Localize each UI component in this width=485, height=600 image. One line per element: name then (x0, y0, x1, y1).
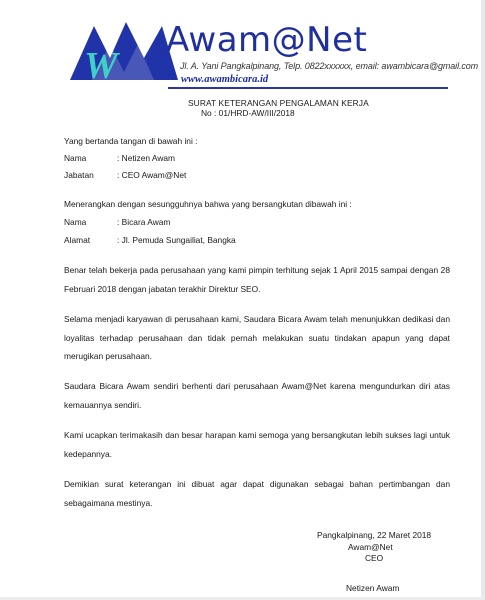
signer-name-value: : Netizen Awam (117, 153, 176, 163)
employee-address-label: Alamat (64, 235, 91, 245)
logo-letter: W (84, 45, 118, 82)
paragraph-closing: Demikian surat keterangan ini dibuat agar dapat digunakan sebagai bahan pertimbangan dan sebagaimana mestinya. (64, 479, 450, 508)
paragraph-dedication: Selama menjadi karyawan di perusahaan kami, Saudara Bicara Awam telah menunjukkan dedikasi dan loyalitas terhadap perusahaan dan tidak pernah melakukan suatu tindakan apapun yang dapat merugikan perusahaan. (64, 314, 450, 361)
letterhead-divider (168, 87, 448, 89)
signer-intro: Yang bertanda tangan di bawah ini : (64, 136, 198, 146)
signer-position-label: Jabatan (64, 170, 94, 180)
employee-name-value: : Bicara Awam (117, 217, 171, 227)
paragraph-resignation: Saudara Bicara Awam sendiri berhenti dari perusahaan Awam@Net karena mengundurkan diri atas kemauannya sendiri. (64, 381, 450, 410)
signer-name-label: Nama (64, 153, 87, 163)
letter-title: SURAT KETERANGAN PENGALAMAN KERJA (188, 98, 369, 108)
signer-position-value: : CEO Awam@Net (117, 170, 187, 180)
letter-number: No : 01/HRD-AW/III/2018 (201, 108, 295, 118)
company-logo-icon (70, 18, 178, 82)
signature-title: CEO (365, 553, 384, 563)
employee-address-value: : Jl. Pemuda Sungailiat, Bangka (117, 235, 236, 245)
paragraph-employment: Benar telah bekerja pada perusahaan yang kami pimpin terhitung sejak 1 April 2015 sampai dengan 28 Februari 2018 dengan jabatan terakhir Direktur SEO. (64, 265, 450, 294)
signature-name: Netizen Awam (346, 583, 400, 593)
signature-place-date: Pangkalpinang, 22 Maret 2018 (317, 530, 432, 540)
paragraph-thanks: Kami ucapkan terimakasih dan besar harapan kami semoga yang bersangkutan lebih sukses lagi untuk kedepannya. (64, 430, 450, 459)
company-website: www.awambicara.id (181, 74, 269, 85)
company-address: Jl. A. Yani Pangkalpinang, Telp. 0822xxxxxx, email: awambicara@gmail.com (180, 61, 479, 71)
page-edge-right (481, 0, 485, 600)
company-name: Awam@Net (166, 20, 368, 60)
employee-name-label: Nama (64, 217, 87, 227)
signature-company: Awam@Net (348, 542, 393, 552)
employee-intro: Menerangkan dengan sesungguhnya bahwa yang bersangkutan dibawah ini : (64, 199, 352, 209)
